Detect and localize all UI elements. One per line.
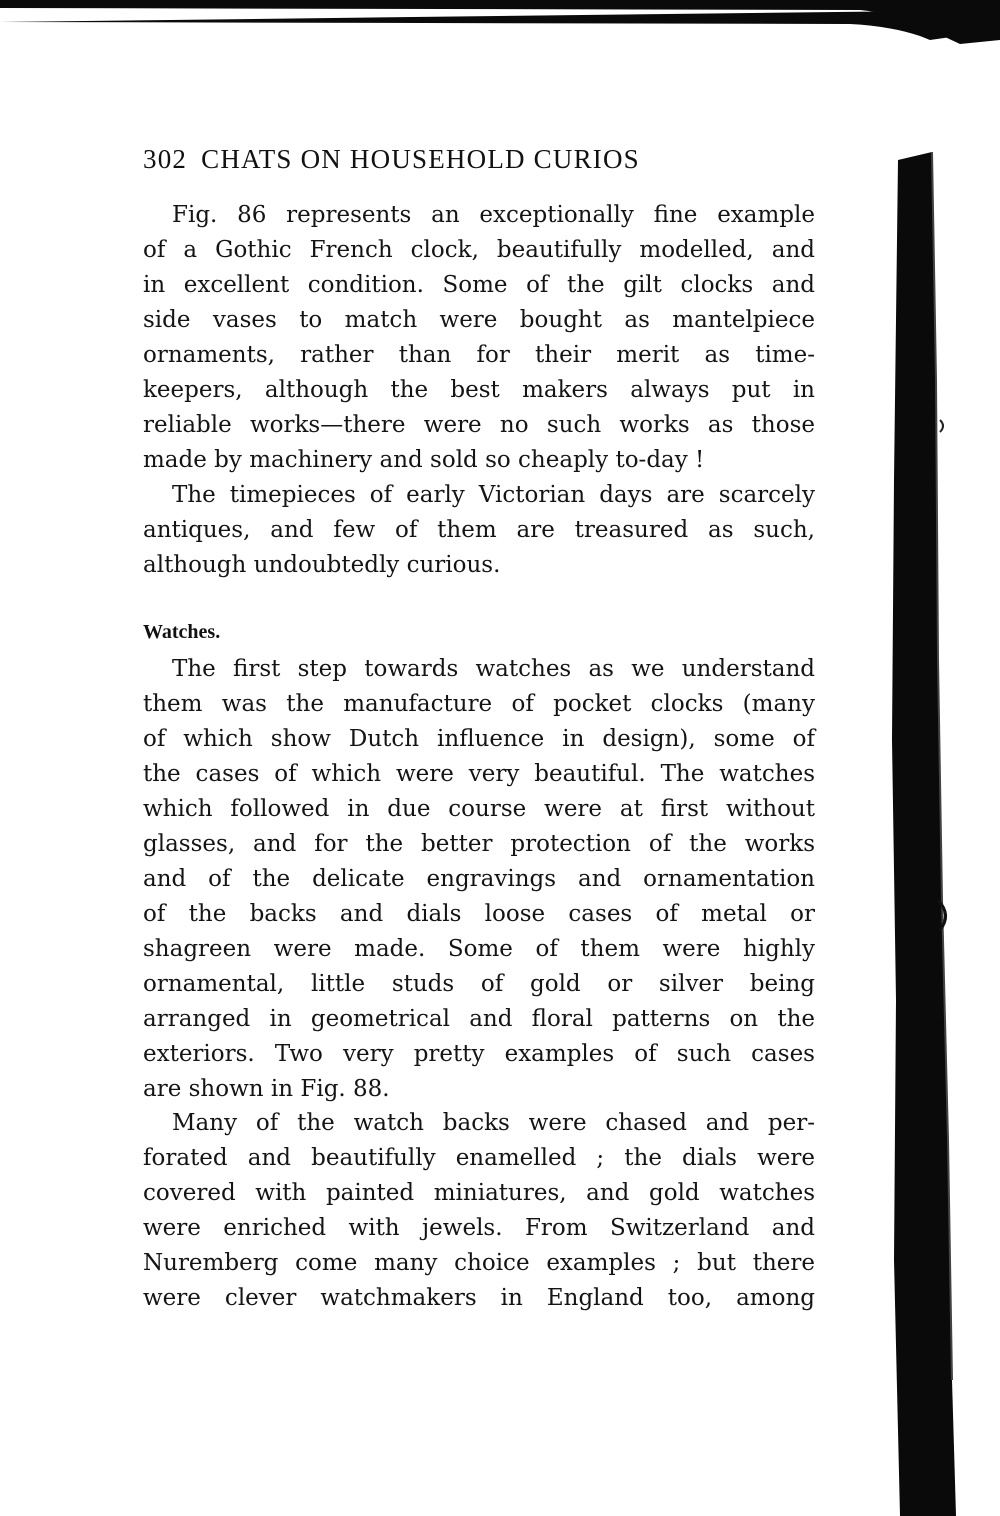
text-line: antiques, and few of them are treasured as such, (143, 517, 815, 543)
text-line: them was the manufacture of pocket clocks (many (143, 691, 815, 717)
text-line: and of the delicate engravings and ornamentation (143, 866, 815, 892)
text-line: covered with painted miniatures, and gold watches (143, 1180, 815, 1206)
running-title: CHATS ON HOUSEHOLD CURIOS (201, 144, 640, 174)
text-line: ornaments, rather than for their merit as time- (143, 342, 815, 368)
text-line: were clever watchmakers in England too, among (143, 1285, 815, 1311)
text-line: side vases to match were bought as mantelpiece (143, 307, 815, 333)
text-line: Many of the watch backs were chased and per- (172, 1110, 815, 1136)
text-line: The timepieces of early Victorian days are scarcely (172, 482, 815, 508)
text-line: in excellent condition. Some of the gilt clocks and (143, 272, 815, 298)
text-line: arranged in geometrical and floral patterns on the (143, 1006, 815, 1032)
section-heading: Watches. (143, 621, 221, 643)
scan-top-edge (0, 0, 1000, 60)
scan-binding-shadow (880, 140, 970, 1516)
text-line: the cases of which were very beautiful. The watches (143, 761, 815, 787)
text-line: which followed in due course were at first without (143, 796, 815, 822)
text-line: Nuremberg come many choice examples ; but there (143, 1250, 815, 1276)
text-line: shagreen were made. Some of them were highly (143, 936, 815, 962)
text-line: glasses, and for the better protection of the works (143, 831, 815, 857)
text-line: of which show Dutch influence in design), some of (143, 726, 815, 752)
text-line: forated and beautifully enamelled ; the dials were (143, 1145, 815, 1171)
text-line: were enriched with jewels. From Switzerland and (143, 1215, 815, 1241)
text-line: although undoubtedly curious. (143, 552, 501, 578)
page-number: 302 (143, 144, 188, 174)
text-line: are shown in Fig. 88. (143, 1076, 390, 1102)
text-line: ornamental, little studs of gold or silver being (143, 971, 815, 997)
text-line: The first step towards watches as we understand (172, 656, 815, 682)
text-line: of the backs and dials loose cases of metal or (143, 901, 815, 927)
text-line: made by machinery and sold so cheaply to-day ! (143, 447, 705, 473)
text-line: reliable works—there were no such works as those (143, 412, 815, 438)
text-line: of a Gothic French clock, beautifully modelled, and (143, 237, 815, 263)
text-line: Fig. 86 represents an exceptionally fine example (172, 202, 815, 228)
text-line: keepers, although the best makers always put in (143, 377, 815, 403)
text-line: exteriors. Two very pretty examples of such cases (143, 1041, 815, 1067)
running-header (143, 144, 783, 175)
